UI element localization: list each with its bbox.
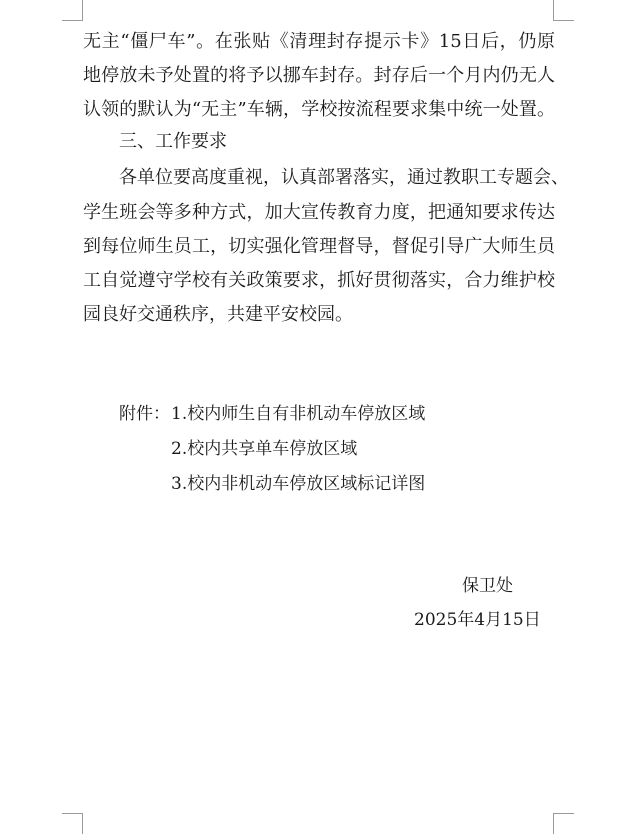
crop-mark-bottom-right [553,813,574,834]
crop-mark-bottom-left [62,813,83,834]
para1-line-3: 认领的默认为“无主”车辆，学校按流程要求集中统一处置。 [83,99,555,120]
para2-line-4: 工自觉遵守学校有关政策要求，抓好贯彻落实，合力维护校 [83,270,555,291]
para1-line-1: 无主“僵尸车”。在张贴《清理封存提示卡》15日后，仍原 [83,31,555,52]
para2-line-3: 到每位师生员工，切实强化管理督导，督促引导广大师生员 [83,236,555,257]
attachments-label: 附件： [119,404,170,424]
para2-line-2: 学生班会等多种方式，加大宣传教育力度，把通知要求传达 [83,202,555,223]
para1-line-2: 地停放未予处置的将予以挪车封存。封存后一个月内仍无人 [83,65,555,86]
section-heading: 三、工作要求 [119,131,227,152]
attachment-item-2: 2.校内共享单车停放区域 [171,439,358,459]
attachment-item-1: 1.校内师生自有非机动车停放区域 [171,404,426,424]
crop-mark-top-right [553,0,574,21]
signature-date: 2025年4月15日 [414,610,541,630]
attachment-item-3: 3.校内非机动车停放区域标记详图 [171,474,426,494]
signature-department: 保卫处 [462,576,513,596]
para2-line-1: 各单位要高度重视，认真部署落实，通过教职工专题会、 [119,167,569,188]
crop-mark-top-left [62,0,83,21]
para2-line-5: 园良好交通秩序，共建平安校园。 [83,304,353,325]
